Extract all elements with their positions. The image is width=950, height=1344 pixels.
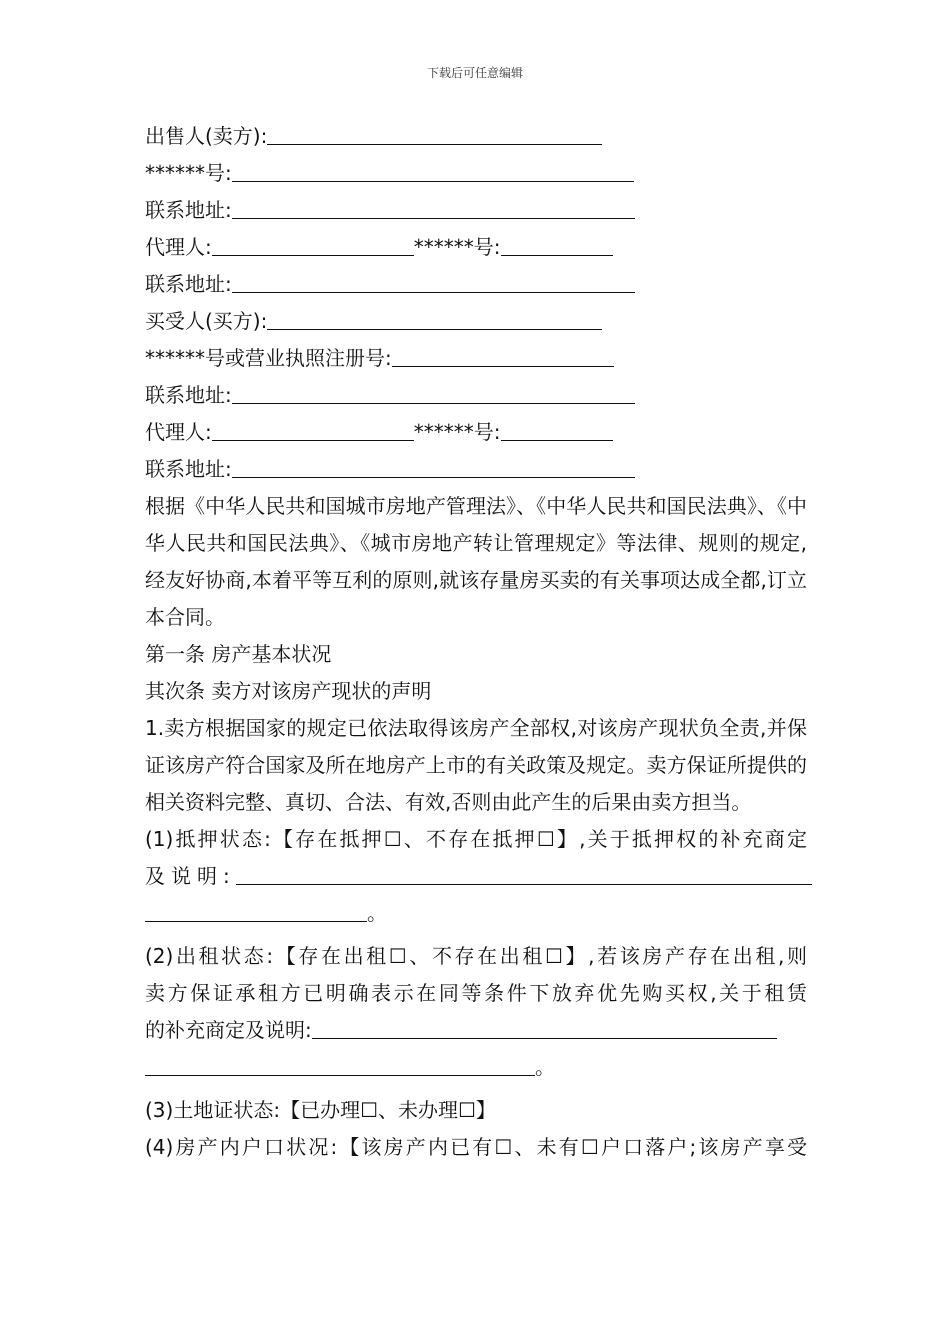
seller-agent-address-line xyxy=(145,266,807,303)
buyer-id-line xyxy=(145,340,807,377)
mortgage-note-blank-2[interactable] xyxy=(145,895,367,922)
buyer-address-blank[interactable] xyxy=(232,377,635,404)
buyer-agent-blank[interactable] xyxy=(212,414,414,441)
seller-agent-address-label: 联系地址: xyxy=(145,272,232,296)
buyer-agent-label: 代理人: xyxy=(145,420,212,444)
seller-address-label: 联系地址: xyxy=(145,198,232,222)
clause-1-paragraph: 1.卖方根据国家的规定已依法取得该房产全部权,对该房产现状负全责,并保证该房产符合国家及所在地房产上市的有关政策及规定。卖方保证所提供的相关资料完整、真切、合法、有效,否则由此产生的后果由卖方担当。 xyxy=(145,716,807,814)
seller-agent-label: 代理人: xyxy=(145,235,212,259)
seller-label: 出售人(卖方): xyxy=(145,124,268,148)
seller-agent-id-label: ******号: xyxy=(413,235,501,259)
page-header: 下载后可任意编辑 xyxy=(426,66,523,80)
buyer-agent-address-label: 联系地址: xyxy=(145,457,232,481)
buyer-blank[interactable] xyxy=(267,303,602,330)
item-4-line: (4)房产内户口状况:【该房产内已有☐、未有☐户口落户;该房产享受 xyxy=(145,1135,807,1159)
item-3-line: (3)土地证状态:【已办理☐、未办理☐】 xyxy=(145,1098,496,1122)
item-2-period: 。 xyxy=(535,1055,555,1079)
buyer-address-label: 联系地址: xyxy=(145,383,232,407)
item-1-line-2 xyxy=(145,858,807,895)
buyer-line xyxy=(145,303,807,340)
preamble-paragraph: 根据《中华人民共和国城市房地产管理法》、《中华人民共和国民法典》、《中华人民共和国民法典》、《城市房地产转让管理规定》等法律、规则的规定,经友好协商,本着平等互利的原则,就该存量房买卖的有关事项达成全都,订立本合同。 xyxy=(145,494,807,629)
seller-agent-blank[interactable] xyxy=(212,229,414,256)
item-1-line-1: (1)抵押状态:【存在抵押☐、不存在抵押☐】,关于抵押权的补充商定 xyxy=(145,827,807,851)
item-2-line-1: (2)出租状态:【存在出租☐、不存在出租☐】,若该房产存在出租,则 xyxy=(145,944,807,968)
buyer-id-blank[interactable] xyxy=(392,340,614,367)
seller-address-line xyxy=(145,192,807,229)
seller-address-blank[interactable] xyxy=(232,192,635,219)
item-2-label: 的补充商定及说明: xyxy=(145,1018,312,1042)
seller-blank[interactable] xyxy=(267,118,602,145)
buyer-address-line xyxy=(145,377,807,414)
buyer-id-label: ******号或营业执照注册号: xyxy=(145,346,392,370)
lease-note-blank[interactable] xyxy=(312,1012,777,1039)
item-2-line-3 xyxy=(145,1012,807,1049)
article-1-heading: 第一条 房产基本状况 xyxy=(145,642,332,666)
item-1-label: 及说明: xyxy=(145,864,236,888)
seller-id-label: ******号: xyxy=(145,161,232,185)
seller-id-line xyxy=(145,155,807,192)
contract-body xyxy=(145,118,807,1166)
buyer-agent-id-blank[interactable] xyxy=(501,414,613,441)
buyer-agent-address-blank[interactable] xyxy=(232,451,635,478)
seller-agent-line xyxy=(145,229,807,266)
item-2-line-4 xyxy=(145,1049,807,1092)
seller-agent-id-blank[interactable] xyxy=(501,229,613,256)
article-2-heading: 其次条 卖方对该房产现状的声明 xyxy=(145,679,432,703)
item-2-line-2: 卖方保证承租方已明确表示在同等条件下放弃优先购买权,关于租赁 xyxy=(145,981,807,1005)
buyer-agent-line xyxy=(145,414,807,451)
buyer-label: 买受人(买方): xyxy=(145,309,268,333)
seller-agent-address-blank[interactable] xyxy=(232,266,635,293)
item-1-line-3 xyxy=(145,895,807,938)
item-1-period: 。 xyxy=(367,901,387,925)
buyer-agent-id-label: ******号: xyxy=(413,420,501,444)
mortgage-note-blank[interactable] xyxy=(236,858,812,885)
seller-id-blank[interactable] xyxy=(232,155,634,182)
lease-note-blank-2[interactable] xyxy=(145,1049,535,1076)
buyer-agent-address-line xyxy=(145,451,807,488)
seller-line xyxy=(145,118,807,155)
